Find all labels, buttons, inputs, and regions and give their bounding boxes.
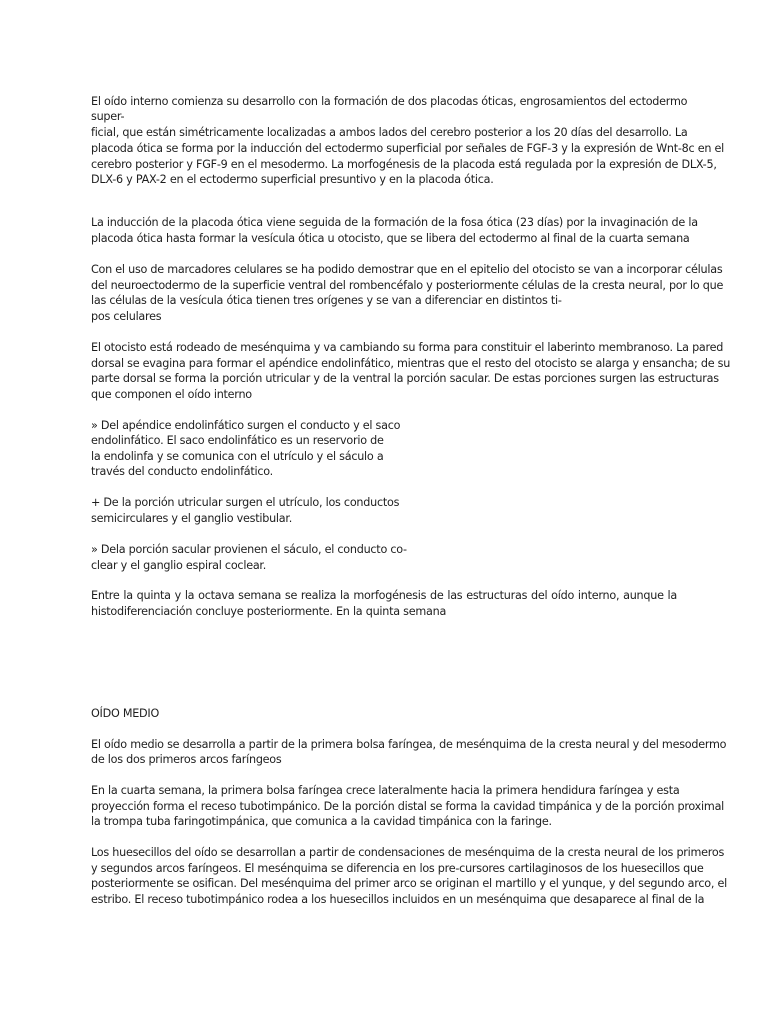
- section-heading-middle-ear: OÍDO MEDIO: [91, 707, 160, 720]
- text-line: proyección forma el receso tubotimpánico. De la porción distal se forma la cavidad timpánica y de la porción proximal: [91, 800, 725, 813]
- text-line: Los huesecillos del oído se desarrollan a partir de condensaciones de mesénquima de la cresta neural de los primeros: [91, 846, 725, 859]
- text-line: El oído medio se desarrolla a partir de la primera bolsa faríngea, de mesénquima de la cresta neural y del mesodermo: [91, 738, 727, 751]
- text-line: de los dos primeros arcos faríngeos: [91, 753, 282, 766]
- text-line: semicirculares y el ganglio vestibular.: [91, 512, 293, 525]
- text-line: DLX-6 y PAX-2 en el ectodermo superficial presuntivo y en la placoda ótica.: [91, 173, 494, 186]
- text-line: Con el uso de marcadores celulares se ha podido demostrar que en el epitelio del otocisto se van a incorporar células: [91, 263, 723, 276]
- text-line: placoda ótica hasta formar la vesícula ótica u otocisto, que se libera del ectodermo al final de la cuarta semana: [91, 232, 690, 245]
- text-line: El oído interno comienza su desarrollo con la formación de dos placodas óticas, engrosamientos del ectodermo: [91, 95, 688, 108]
- text-line: » Dela porción sacular provienen el sáculo, el conducto co-: [91, 543, 407, 556]
- text-line: del neuroectodermo de la superficie ventral del rombencéfalo y posteriormente células de la cresta neural, por lo que: [91, 279, 724, 292]
- text-line: » Del apéndice endolinfático surgen el conducto y el saco: [91, 419, 401, 432]
- text-line: estribo. El receso tubotimpánico rodea a los huesecillos incluidos en un mesénquima que desaparece al final de la: [91, 893, 705, 906]
- text-line: la trompa tuba faringotimpánica, que comunica a la cavidad timpánica con la faringe.: [91, 815, 552, 828]
- text-line: la endolinfa y se comunica con el utrículo y el sáculo a: [91, 450, 384, 463]
- text-line: placoda ótica se forma por la inducción del ectodermo superficial por señales de FGF-3 y la expresión de Wnt-8c en el: [91, 142, 724, 155]
- text-line: endolinfático. El saco endolinfático es un reservorio de: [91, 434, 384, 447]
- text-line: posteriormente se osifican. Del mesénquima del primer arco se originan el martillo y el yunque, y del segundo arco, el: [91, 877, 727, 890]
- text-line: El otocisto está rodeado de mesénquima y va cambiando su forma para constituir el laberinto membranoso. La pared: [91, 341, 724, 354]
- text-line: y segundos arcos faríngeos. El mesénquima se diferencia en los pre-cursores cartilaginosos de los huesecillos que: [91, 862, 704, 875]
- text-line: Entre la quinta y la octava semana se realiza la morfogénesis de las estructuras del oído interno, aunque la: [91, 589, 677, 602]
- text-line: En la cuarta semana, la primera bolsa faríngea crece lateralmente hacia la primera hendidura faríngea y esta: [91, 784, 680, 797]
- text-line: las células de la vesícula ótica tienen tres orígenes y se van a diferenciar en distintos ti-: [91, 294, 562, 307]
- text-line: pos celulares: [91, 310, 162, 323]
- text-line: que componen el oído interno: [91, 388, 252, 401]
- text-line: ficial, que están simétricamente localizadas a ambos lados del cerebro posterior a los 20 días del desarrollo. La: [91, 126, 688, 139]
- text-line: La inducción de la placoda ótica viene seguida de la formación de la fosa ótica (23 días) por la invaginación de la: [91, 216, 698, 229]
- text-line: dorsal se evagina para formar el apéndice endolinfático, mientras que el resto del otocisto se alarga y ensancha; de su: [91, 357, 731, 370]
- text-line: + De la porción utricular surgen el utrículo, los conductos: [91, 496, 400, 509]
- text-line: super-: [91, 110, 125, 123]
- text-line: cerebro posterior y FGF-9 en el mesodermo. La morfogénesis de la placoda está regulada por la expresión de DLX-5,: [91, 158, 717, 171]
- text-line: histodiferenciación concluye posteriormente. En la quinta semana: [91, 605, 447, 618]
- text-line: través del conducto endolinfático.: [91, 465, 273, 478]
- text-line: parte dorsal se forma la porción utricular y de la ventral la porción sacular. De estas porciones surgen las estructuras: [91, 372, 719, 385]
- text-line: clear y el ganglio espiral coclear.: [91, 559, 267, 572]
